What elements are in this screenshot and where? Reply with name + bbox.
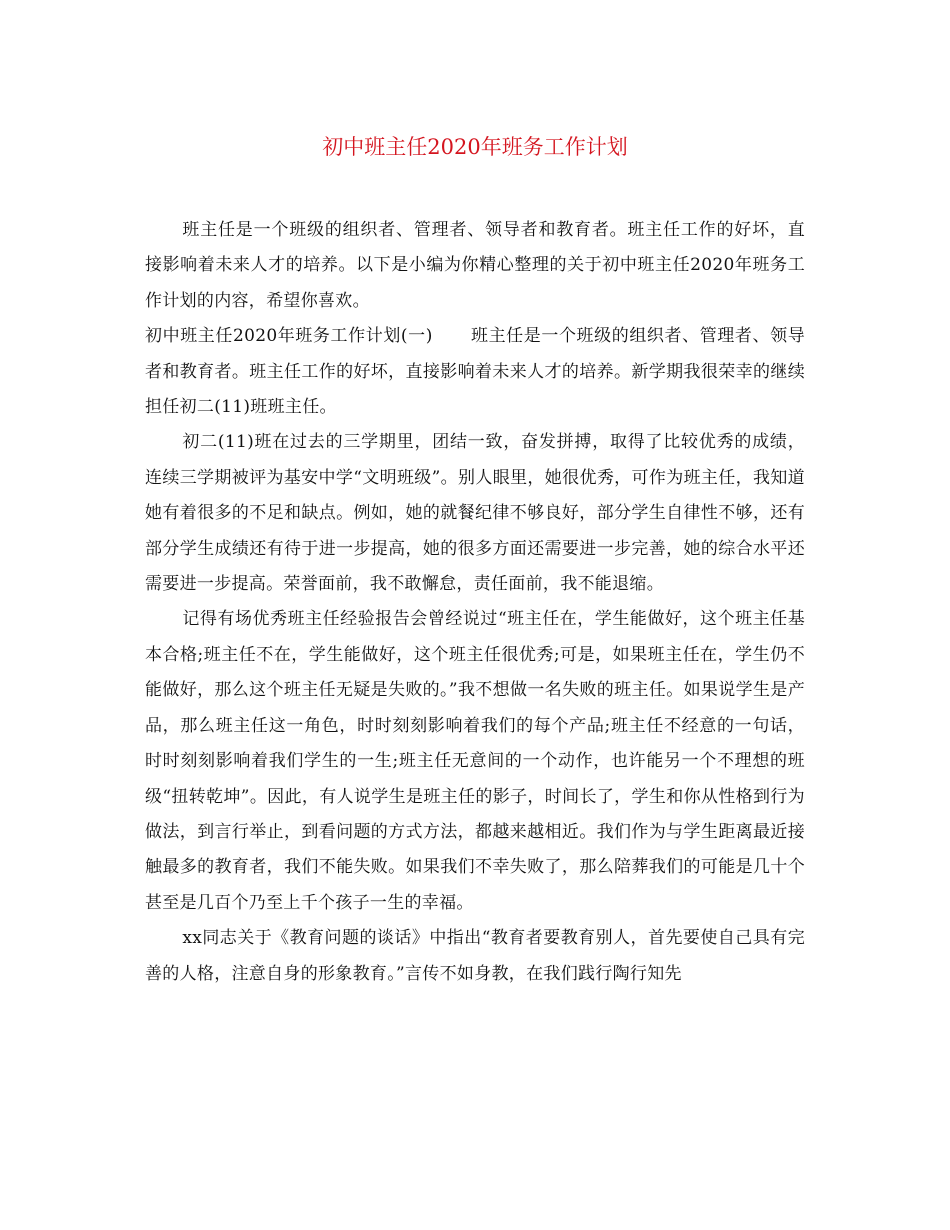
paragraph-3: 记得有场优秀班主任经验报告会曾经说过“班主任在，学生能做好，这个班主任基本合格;班主任不在，学生能做好，这个班主任很优秀;可是，如果班主任在，学生仍不能做好，那么这个班主任无疑是失败的。”我不想做一名失败的班主任。如果说学生是产品，那么班主任这一角色，时时刻刻影响着我们的每个产品;班主任不经意的一句话，时时刻刻影响着我们学生的一生;班主任无意间的一个动作，也许能另一个不理想的班级“扭转乾坤”。因此，有人说学生是班主任的影子，时间长了，学生和你从性格到行为做法，到言行举止，到看问题的方式方法，都越来越相近。我们作为与学生距离最近接触最多的教育者，我们不能失败。如果我们不幸失败了，那么陪葬我们的可能是几十个甚至是几百个乃至上千个孩子一生的幸福。 [145,609,805,913]
intro-paragraph: 班主任是一个班级的组织者、管理者、领导者和教育者。班主任工作的好坏，直接影响着未来人才的培养。以下是小编为你精心整理的关于初中班主任2020年班务工作计划的内容，希望你喜欢。 [145,220,805,311]
section1-paragraph [145,319,805,425]
document-title: 初中班主任2020年班务工作计划 [322,135,628,159]
section1-text: 班主任是一个班级的组织者、管理者、领导者和教育者。班主任工作的好坏，直接影响着未来人才的培养。新学期我很荣幸的继续担任初二(11)班班主任。 [145,326,805,418]
section1-heading: 初中班主任2020年班务工作计划(一) [145,326,433,347]
paragraph-2: 初二(11)班在过去的三学期里，团结一致，奋发拼搏，取得了比较优秀的成绩，连续三学期被评为基安中学“文明班级”。别人眼里，她很优秀，可作为班主任，我知道她有着很多的不足和缺点。例如，她的就餐纪律不够良好，部分学生自律性不够，还有部分学生成绩还有待于进一步提高，她的很多方面还需要进一步完善，她的综合水平还需要进一步提高。荣誉面前，我不敢懈怠，责任面前，我不能退缩。 [145,432,805,595]
paragraph-4: xx同志关于《教育问题的谈话》中指出“教育者要教育别人，首先要使自己具有完善的人格，注意自身的形象教育。”言传不如身教，在我们践行陶行知先 [145,928,805,984]
document-body [145,213,805,992]
